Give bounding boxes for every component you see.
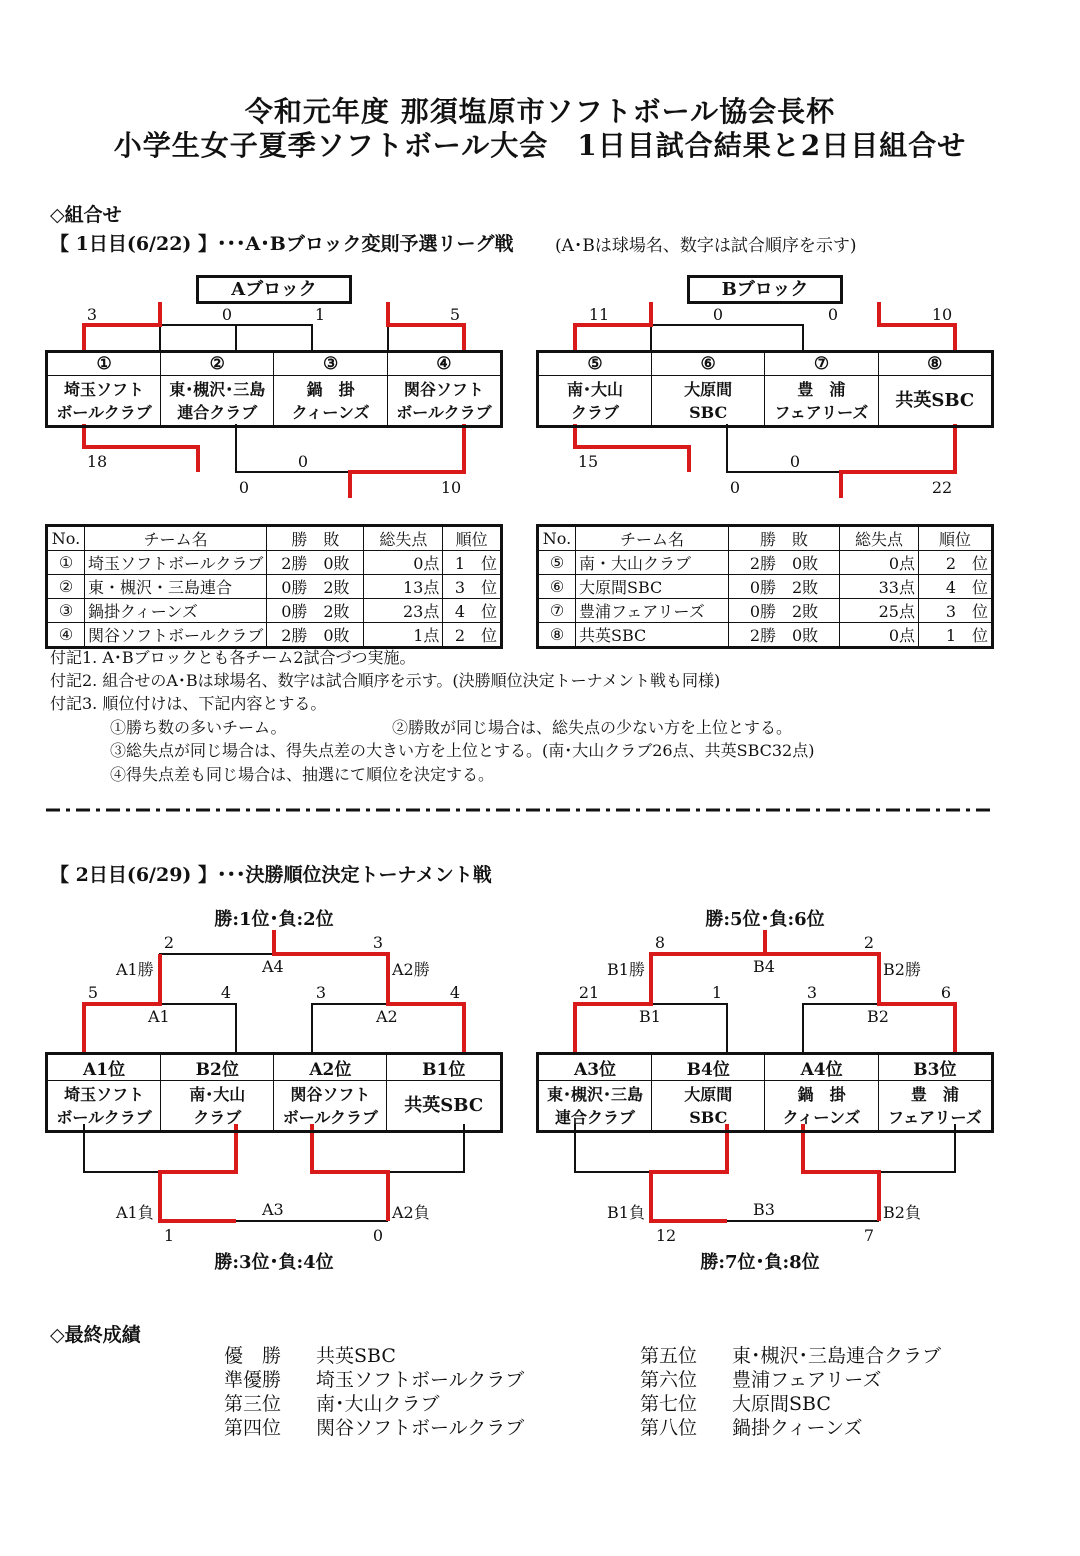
label-win1: A1勝 bbox=[116, 960, 154, 979]
final-rank: 準優勝 bbox=[224, 1369, 282, 1391]
seed: B3位 bbox=[878, 1054, 992, 1081]
cell: 東・槻沢・三島連合 bbox=[85, 575, 267, 599]
col-header: 勝 敗 bbox=[267, 526, 364, 551]
block-b-teams bbox=[536, 350, 994, 428]
team-cell bbox=[652, 376, 765, 427]
score: 0 bbox=[712, 305, 724, 324]
cell: ③ bbox=[47, 599, 85, 623]
team-name-l1: 鍋 掛 bbox=[306, 379, 355, 399]
team-cell bbox=[765, 376, 878, 427]
final-rank: 第四位 bbox=[224, 1417, 282, 1439]
final-team: 鍋掛クィーンズ bbox=[732, 1417, 863, 1439]
block-a-teams bbox=[45, 350, 503, 428]
score: 1 bbox=[711, 983, 723, 1002]
col-header: チーム名 bbox=[576, 526, 729, 551]
score: 0 bbox=[789, 452, 801, 471]
cell: ⑤ bbox=[538, 551, 576, 575]
table-row bbox=[538, 575, 993, 599]
team-name-l2: ボールクラブ bbox=[282, 1107, 379, 1127]
team-name-l1: 関谷ソフト bbox=[290, 1084, 371, 1104]
score: 0 bbox=[221, 305, 233, 324]
note-3: 付記3. 順位付けは、下記内容とする。 bbox=[50, 694, 327, 713]
left-bottom-title: 勝:3位･負:4位 bbox=[214, 1252, 334, 1273]
final-results-heading: ◇最終成績 bbox=[50, 1324, 141, 1346]
team-no: ⑦ bbox=[765, 352, 878, 376]
team-cell bbox=[161, 376, 274, 427]
table-row bbox=[47, 623, 502, 648]
score: 5 bbox=[449, 305, 461, 324]
seed: A2位 bbox=[274, 1054, 387, 1081]
day1-note: (A･Bは球場名、数字は試合順序を示す) bbox=[555, 236, 857, 256]
cell: 関谷ソフトボールクラブ bbox=[85, 623, 267, 648]
table-row bbox=[538, 599, 993, 623]
cell: 0勝 2敗 bbox=[729, 599, 840, 623]
team-name-l2: ボールクラブ bbox=[396, 402, 492, 422]
right-bottom-title: 勝:7位･負:8位 bbox=[700, 1252, 820, 1273]
score: 0 bbox=[827, 305, 839, 324]
score: 1 bbox=[314, 305, 326, 324]
cell: 豊浦フェアリーズ bbox=[576, 599, 729, 623]
col-header: 順位 bbox=[919, 526, 993, 551]
final-team: 大原間SBC bbox=[732, 1393, 831, 1415]
label-semi2: A2 bbox=[376, 1007, 398, 1026]
team-name-l1: 共英SBC bbox=[895, 390, 975, 411]
table-row bbox=[47, 551, 502, 575]
label-final: A4 bbox=[262, 957, 284, 976]
cell: 4 位 bbox=[919, 575, 993, 599]
team-name-l2: クラブ bbox=[571, 402, 620, 422]
score: 12 bbox=[655, 1226, 677, 1245]
cell: 33点 bbox=[840, 575, 919, 599]
left-seeds bbox=[45, 1052, 503, 1133]
cell: 大原間SBC bbox=[576, 575, 729, 599]
score: 0 bbox=[729, 478, 741, 497]
cell: ⑧ bbox=[538, 623, 576, 648]
col-header: 総失点 bbox=[840, 526, 919, 551]
cell: 1点 bbox=[364, 623, 443, 648]
cell: 23点 bbox=[364, 599, 443, 623]
score: 4 bbox=[449, 983, 461, 1002]
cell: 1 位 bbox=[443, 551, 502, 575]
table-row bbox=[47, 599, 502, 623]
score: 18 bbox=[86, 452, 108, 471]
final-rank: 優 勝 bbox=[224, 1345, 282, 1367]
cell: 2勝 0敗 bbox=[729, 623, 840, 648]
col-header: 総失点 bbox=[364, 526, 443, 551]
section-pairing: ◇組合せ bbox=[50, 204, 122, 226]
cell: 0勝 2敗 bbox=[729, 575, 840, 599]
cell: 4 位 bbox=[443, 599, 502, 623]
team-name-l1: 共英SBC bbox=[404, 1095, 484, 1116]
team-name-l2: クラブ bbox=[193, 1107, 242, 1127]
label-lose1: B1負 bbox=[607, 1203, 645, 1222]
cell: 3 位 bbox=[919, 599, 993, 623]
cell: 2 位 bbox=[443, 623, 502, 648]
cell: 南・大山クラブ bbox=[576, 551, 729, 575]
cell: 0点 bbox=[840, 623, 919, 648]
team-name-l2: フェアリーズ bbox=[887, 1107, 982, 1127]
cell: 共英SBC bbox=[576, 623, 729, 648]
block-b-label: Bブロック bbox=[687, 275, 843, 304]
seed: B4位 bbox=[652, 1054, 765, 1081]
label-third: A3 bbox=[262, 1200, 284, 1219]
team-cell bbox=[765, 1081, 878, 1132]
score: 0 bbox=[297, 452, 309, 471]
team-cell bbox=[652, 1081, 765, 1132]
final-team: 関谷ソフトボールクラブ bbox=[316, 1417, 525, 1439]
team-no: ⑥ bbox=[652, 352, 765, 376]
team-name-l1: 大原間 bbox=[684, 379, 733, 399]
cell: ② bbox=[47, 575, 85, 599]
label-semi1: A1 bbox=[148, 1007, 170, 1026]
final-team: 東･槻沢･三島連合クラブ bbox=[732, 1345, 942, 1367]
score: 3 bbox=[806, 983, 818, 1002]
team-cell bbox=[538, 376, 652, 427]
title-line-1: 令和元年度 那須塩原市ソフトボール協会長杯 bbox=[244, 95, 836, 128]
note-rule-4: ④得失点差も同じ場合は、抽選にて順位を決定する。 bbox=[110, 765, 495, 784]
score: 0 bbox=[372, 1226, 384, 1245]
final-rank: 第七位 bbox=[640, 1393, 698, 1415]
team-name-l1: 南･大山 bbox=[189, 1084, 246, 1104]
right-seeds bbox=[536, 1052, 994, 1133]
score: 1 bbox=[163, 1226, 175, 1245]
team-cell bbox=[878, 376, 992, 427]
team-no: ⑤ bbox=[538, 352, 652, 376]
team-no: ① bbox=[47, 352, 161, 376]
score: 3 bbox=[372, 933, 384, 952]
team-cell bbox=[538, 1081, 652, 1132]
cell: 0勝 2敗 bbox=[267, 599, 364, 623]
label-semi2: B2 bbox=[867, 1007, 889, 1026]
label-final: B4 bbox=[753, 957, 775, 976]
score: 4 bbox=[220, 983, 232, 1002]
col-header: 勝 敗 bbox=[729, 526, 840, 551]
right-top-title: 勝:5位･負:6位 bbox=[705, 909, 825, 930]
cell: ① bbox=[47, 551, 85, 575]
score: 10 bbox=[931, 305, 953, 324]
cell: 13点 bbox=[364, 575, 443, 599]
seed: A1位 bbox=[47, 1054, 161, 1081]
team-no: ② bbox=[161, 352, 274, 376]
score: 22 bbox=[931, 478, 953, 497]
team-name-l1: 豊 浦 bbox=[910, 1084, 959, 1104]
team-no: ④ bbox=[387, 352, 501, 376]
team-name-l1: 鍋 掛 bbox=[797, 1084, 846, 1104]
seed: A4位 bbox=[765, 1054, 878, 1081]
table-row bbox=[538, 623, 993, 648]
final-team: 豊浦フェアリーズ bbox=[732, 1369, 882, 1391]
team-cell bbox=[47, 1081, 161, 1132]
table-row bbox=[538, 551, 993, 575]
note-rule-3: ③総失点が同じ場合は、得失点差の大きい方を上位とする。(南･大山クラブ26点、共英SBC32点) bbox=[110, 741, 815, 760]
cell: 鍋掛クィーンズ bbox=[85, 599, 267, 623]
standings-a bbox=[45, 524, 503, 649]
final-rank: 第五位 bbox=[640, 1345, 698, 1367]
team-name-l2: クィーンズ bbox=[291, 402, 370, 422]
note-1: 付記1. A･Bブロックとも各チーム2試合づつ実施。 bbox=[50, 648, 416, 667]
note-rule-2: ②勝敗が同じ場合は、総失点の少ない方を上位とする。 bbox=[392, 718, 793, 737]
col-header: No. bbox=[538, 526, 576, 551]
final-team: 埼玉ソフトボールクラブ bbox=[316, 1369, 525, 1391]
standings-b bbox=[536, 524, 994, 649]
score: 7 bbox=[863, 1226, 875, 1245]
day2-heading: 【 2日目(6/29) 】･･･決勝順位決定トーナメント戦 bbox=[50, 864, 492, 886]
score: 0 bbox=[238, 478, 250, 497]
team-cell bbox=[387, 376, 501, 427]
cell: 3 位 bbox=[443, 575, 502, 599]
team-name-l2: SBC bbox=[689, 402, 728, 422]
team-name-l2: 連合クラブ bbox=[177, 402, 258, 422]
final-team: 南･大山クラブ bbox=[316, 1393, 440, 1415]
team-name-l1: 東･槻沢･三島 bbox=[547, 1084, 644, 1104]
final-rank: 第三位 bbox=[224, 1393, 282, 1415]
table-row bbox=[47, 575, 502, 599]
score: 5 bbox=[87, 983, 99, 1002]
label-lose2: B2負 bbox=[883, 1203, 921, 1222]
team-name-l1: 埼玉ソフト bbox=[64, 1084, 145, 1104]
cell: ④ bbox=[47, 623, 85, 648]
final-team: 共英SBC bbox=[316, 1345, 396, 1367]
block-a-label: Aブロック bbox=[196, 275, 352, 304]
seed: B1位 bbox=[387, 1054, 502, 1081]
team-cell bbox=[274, 1081, 387, 1132]
col-header: チーム名 bbox=[85, 526, 267, 551]
label-third: B3 bbox=[753, 1200, 775, 1219]
left-top-title: 勝:1位･負:2位 bbox=[214, 909, 334, 930]
cell: 0点 bbox=[364, 551, 443, 575]
score: 11 bbox=[588, 305, 610, 324]
team-cell bbox=[274, 376, 387, 427]
day1-heading: 【 1日目(6/22) 】･･･A･Bブロック変則予選リーグ戦 bbox=[50, 233, 514, 255]
cell: ⑦ bbox=[538, 599, 576, 623]
team-cell bbox=[47, 376, 161, 427]
team-name-l2: ボールクラブ bbox=[56, 1107, 152, 1127]
team-name-l2: SBC bbox=[689, 1107, 728, 1127]
cell: 2勝 0敗 bbox=[729, 551, 840, 575]
cell: 2勝 0敗 bbox=[267, 551, 364, 575]
team-name-l1: 大原間 bbox=[684, 1084, 733, 1104]
seed: B2位 bbox=[161, 1054, 274, 1081]
team-name-l2: ボールクラブ bbox=[56, 402, 152, 422]
score: 3 bbox=[315, 983, 327, 1002]
score: 15 bbox=[577, 452, 599, 471]
team-name-l1: 関谷ソフト bbox=[403, 379, 484, 399]
label-lose1: A1負 bbox=[116, 1203, 154, 1222]
label-win2: A2勝 bbox=[392, 960, 430, 979]
team-name-l2: クィーンズ bbox=[782, 1107, 861, 1127]
score: 10 bbox=[440, 478, 462, 497]
label-win1: B1勝 bbox=[607, 960, 645, 979]
seed: A3位 bbox=[538, 1054, 652, 1081]
note-rule-1: ①勝ち数の多いチーム。 bbox=[110, 718, 287, 737]
label-win2: B2勝 bbox=[883, 960, 921, 979]
team-name-l1: 東･槻沢･三島 bbox=[169, 379, 266, 399]
cell: 2 位 bbox=[919, 551, 993, 575]
cell: 0点 bbox=[840, 551, 919, 575]
team-name-l1: 豊 浦 bbox=[797, 379, 846, 399]
col-header: 順位 bbox=[443, 526, 502, 551]
col-header: No. bbox=[47, 526, 85, 551]
score: 21 bbox=[578, 983, 600, 1002]
title-line-2: 小学生女子夏季ソフトボール大会 1日目試合結果と2日目組合せ bbox=[113, 129, 967, 162]
score: 8 bbox=[654, 933, 666, 952]
team-cell bbox=[387, 1081, 502, 1132]
label-lose2: A2負 bbox=[392, 1203, 430, 1222]
final-rank: 第六位 bbox=[640, 1369, 698, 1391]
team-cell bbox=[161, 1081, 274, 1132]
team-no: ⑧ bbox=[878, 352, 992, 376]
cell: 2勝 0敗 bbox=[267, 623, 364, 648]
team-name-l1: 埼玉ソフト bbox=[64, 379, 145, 399]
score: 2 bbox=[863, 933, 875, 952]
note-2: 付記2. 組合せのA･Bは球場名、数字は試合順序を示す。(決勝順位決定トーナメント戦も同様) bbox=[50, 671, 721, 690]
cell: 0勝 2敗 bbox=[267, 575, 364, 599]
cell: 25点 bbox=[840, 599, 919, 623]
team-name-l1: 南･大山 bbox=[567, 379, 624, 399]
cell: ⑥ bbox=[538, 575, 576, 599]
score: 2 bbox=[163, 933, 175, 952]
score: 6 bbox=[940, 983, 952, 1002]
score: 3 bbox=[86, 305, 98, 324]
cell: 埼玉ソフトボールクラブ bbox=[85, 551, 267, 575]
cell: 1 位 bbox=[919, 623, 993, 648]
team-cell bbox=[878, 1081, 992, 1132]
label-semi1: B1 bbox=[639, 1007, 661, 1026]
team-no: ③ bbox=[274, 352, 387, 376]
team-name-l2: フェアリーズ bbox=[774, 402, 869, 422]
team-name-l2: 連合クラブ bbox=[555, 1107, 636, 1127]
final-rank: 第八位 bbox=[640, 1417, 698, 1439]
